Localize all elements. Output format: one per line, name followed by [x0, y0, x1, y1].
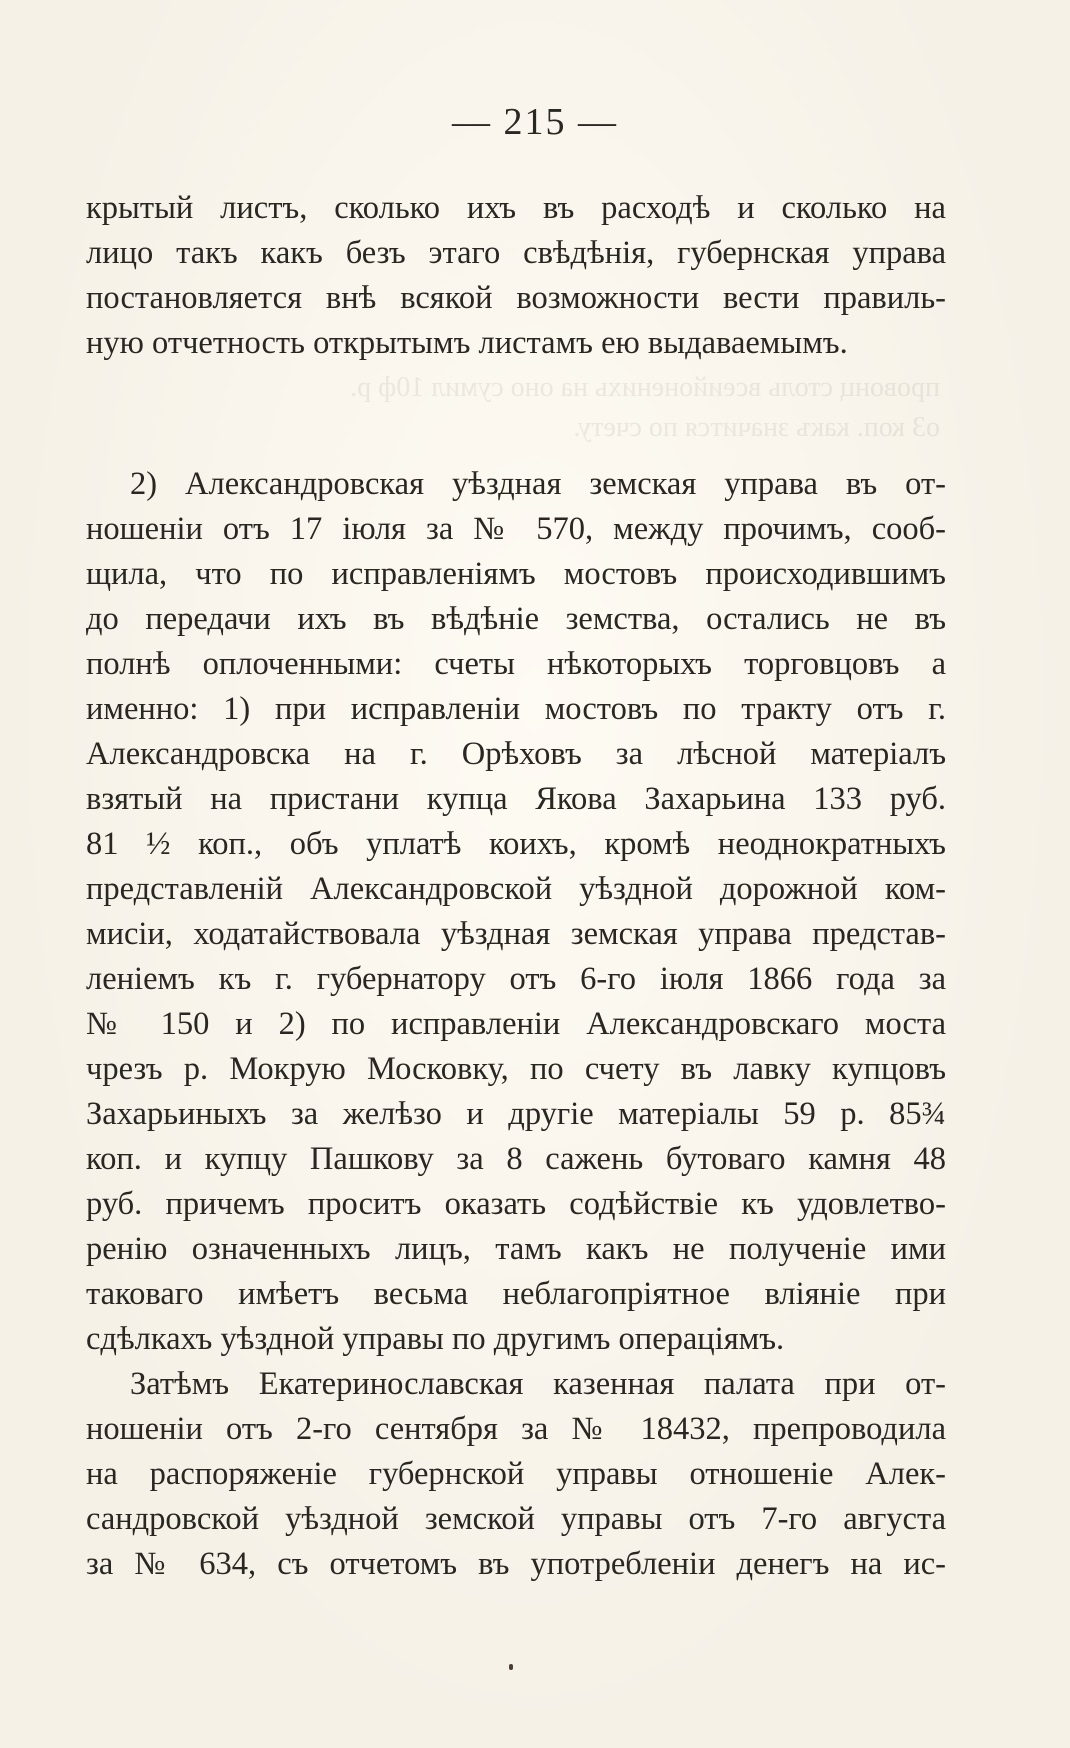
text-line: чрезъ р. Мокрую Московку, по счету въ лавку купцовъ — [86, 1051, 946, 1087]
text-line: постановляется внѣ всякой возможности вести правиль- — [86, 280, 946, 316]
text-line: сандровской уѣздной земской управы отъ 7-го августа — [86, 1501, 946, 1537]
text-line: взятый на пристани купца Якова Захарьина 133 руб. — [86, 781, 946, 817]
text-line: таковаго имѣетъ весьма неблагопріятное вліяніе при — [86, 1276, 946, 1312]
text-line: лицо такъ какъ безъ этаго свѣдѣнія, губернская управа — [86, 235, 946, 271]
text-line: ную отчетность открытымъ листамъ ею выдаваемымъ. — [86, 325, 848, 361]
text-line: Александровска на г. Орѣховъ за лѣсной матеріалъ — [86, 736, 946, 772]
text-line: до передачи ихъ въ вѣдѣніе земства, остались не въ — [86, 601, 946, 637]
text-line: № 150 и 2) по исправленіи Александровскаго моста — [86, 1006, 946, 1042]
text-line: представленій Александровской уѣздной дорожной ком- — [86, 871, 946, 907]
text-line: ренію означенныхъ лицъ, тамъ какъ не полученіе ими — [86, 1231, 946, 1267]
page-number: — 215 — — [452, 101, 618, 143]
text-line: ношеніи отъ 2-го сентября за № 18432, препроводила — [86, 1411, 946, 1447]
text-line: щила, что по исправленіямъ мостовъ происходившимъ — [86, 556, 946, 592]
text-line: Затѣмъ Екатеринославская казенная палата при от- — [130, 1366, 946, 1402]
text-line: сдѣлкахъ уѣздной управы по другимъ операціямъ. — [86, 1321, 785, 1357]
text-line: мисіи, ходатайствовала уѣздная земская управа представ- — [86, 916, 946, 952]
text-line: именно: 1) при исправленіи мостовъ по тракту отъ г. — [86, 691, 946, 727]
text-line: за № 634, съ отчетомъ въ употребленіи денегъ на ис- — [86, 1546, 946, 1582]
text-line: коп. и купцу Пашкову за 8 сажень бутоваго камня 48 — [86, 1141, 946, 1177]
text-line: Захарьиныхъ за желѣзо и другіе матеріалы 59 р. 85¾ — [86, 1096, 946, 1132]
text-line: крытый листъ, сколько ихъ въ расходѣ и сколько на — [86, 190, 946, 226]
ink-speck — [509, 1664, 513, 1670]
bleed-through-line: оЗ коп. какъ значится по счету. — [573, 412, 940, 443]
text-line: на распоряженіе губернской управы отношеніе Алек- — [86, 1456, 946, 1492]
text-line: 81 ½ коп., объ уплатѣ коихъ, кромѣ неоднократныхъ — [86, 826, 946, 862]
text-line: ношеніи отъ 17 іюля за № 570, между прочимъ, сооб- — [86, 511, 946, 547]
bleed-through-line: провонц столь всеийоненихь на оно сумил 10ф р. — [350, 372, 940, 403]
text-line: леніемъ къ г. губернатору отъ 6-го іюля 1866 года за — [86, 961, 946, 997]
text-line: полнѣ оплоченными: счеты нѣкоторыхъ торговцовъ а — [86, 646, 946, 682]
text-line: руб. причемъ проситъ оказать содѣйствіе къ удовлетво- — [86, 1186, 946, 1222]
text-line: 2) Александровская уѣздная земская управа въ от- — [130, 466, 946, 502]
